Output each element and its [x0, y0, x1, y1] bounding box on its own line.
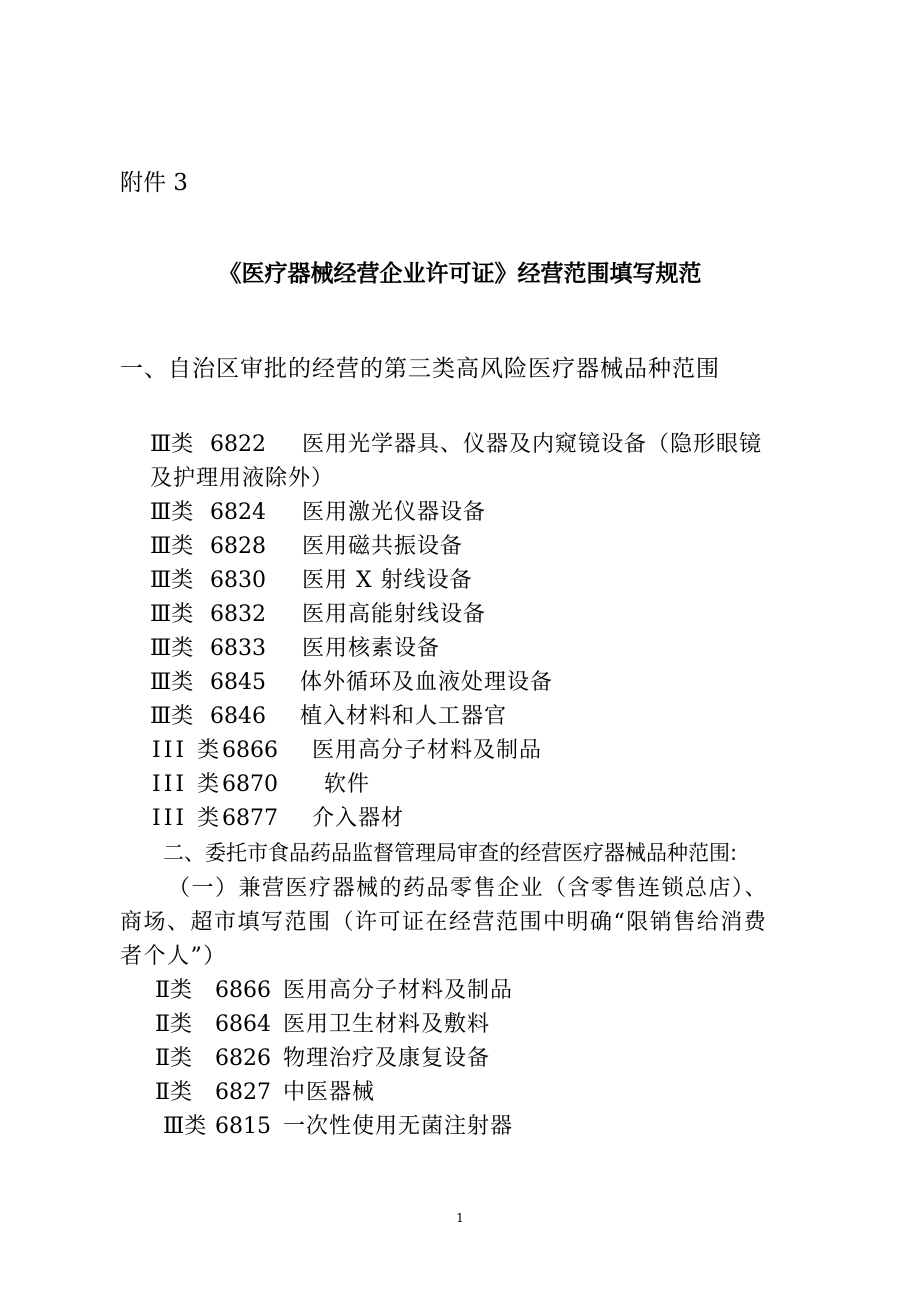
item-class: Ⅲ类	[150, 670, 194, 695]
section-1-heading: 一、自治区审批的经营的第三类高风险医疗器械品种范围	[120, 356, 720, 382]
item-code: 6828	[210, 534, 266, 559]
item-class: Ⅲ类	[150, 636, 194, 661]
item-code: 6864	[215, 1012, 271, 1037]
item-name: 软件	[324, 772, 371, 797]
item-name: 医用高能射线设备	[302, 602, 487, 627]
item-code: 6830	[210, 568, 266, 593]
item-code: 6833	[210, 636, 266, 661]
item-name: 一次性使用无菌注射器	[283, 1114, 514, 1139]
item-name: 医用光学器具、仪器及内窥镜设备（隐形眼镜	[302, 432, 763, 457]
subsection-1-line: 者个人”）	[120, 944, 227, 969]
item-name: 体外循环及血液处理设备	[300, 670, 554, 695]
item-code: 6877	[222, 806, 278, 831]
item-class: Ⅲ类	[150, 500, 194, 525]
document-title: 《医疗器械经营企业许可证》经营范围填写规范	[218, 261, 702, 287]
item-name: 物理治疗及康复设备	[283, 1046, 491, 1071]
item-name: 中医器械	[283, 1080, 376, 1105]
item-class: Ⅱ类	[155, 978, 192, 1003]
item-code: 6866	[215, 978, 271, 1003]
item-name: 医用高分子材料及制品	[283, 978, 514, 1003]
attachment-label: 附件 3	[120, 170, 188, 196]
item-class: Ⅱ类	[155, 1012, 192, 1037]
item-class: Ⅱ类	[155, 1046, 192, 1071]
item-name: 医用高分子材料及制品	[312, 738, 543, 763]
item-class: Ⅲ类	[150, 602, 194, 627]
page-number: 1	[456, 1211, 464, 1225]
item-code: 6827	[215, 1080, 271, 1105]
item-class: Ⅲ类	[150, 534, 194, 559]
item-code: 6846	[210, 704, 266, 729]
item-class: Ⅲ类	[150, 704, 194, 729]
section-2-heading: 二、委托市食品药品监督管理局审查的经营医疗器械品种范围:	[163, 841, 738, 865]
item-code: 6870	[222, 772, 278, 797]
subsection-1-line: 商场、超市填写范围（许可证在经营范围中明确“限销售给消费	[120, 910, 768, 935]
item-name: 医用磁共振设备	[302, 534, 464, 559]
item-class: Ⅲ类	[150, 432, 194, 457]
item-name: 植入材料和人工器官	[300, 704, 508, 729]
item-code: 6815	[215, 1114, 271, 1139]
item-class: Ⅱ类	[155, 1080, 192, 1105]
item-name: 医用激光仪器设备	[302, 500, 487, 525]
item-class: Ⅲ类	[163, 1114, 207, 1139]
item-code: 6832	[210, 602, 266, 627]
item-name: 介入器材	[312, 806, 405, 831]
item-name: 医用 X 射线设备	[302, 568, 473, 593]
item-class: III 类	[152, 738, 223, 763]
item-code: 6866	[222, 738, 278, 763]
item-code: 6824	[210, 500, 266, 525]
item-name: 医用卫生材料及敷料	[283, 1012, 491, 1037]
item-class: III 类	[152, 806, 223, 831]
subsection-1-line: （一）兼营医疗器械的药品零售企业（含零售连锁总店）、	[168, 876, 769, 901]
item-class: Ⅲ类	[150, 568, 194, 593]
item-code: 6845	[210, 670, 266, 695]
item-name-continuation: 及护理用液除外）	[150, 466, 335, 491]
item-class: III 类	[152, 772, 223, 797]
list-item	[150, 430, 830, 460]
item-code: 6822	[210, 432, 266, 457]
item-code: 6826	[215, 1046, 271, 1071]
item-name: 医用核素设备	[302, 636, 441, 661]
